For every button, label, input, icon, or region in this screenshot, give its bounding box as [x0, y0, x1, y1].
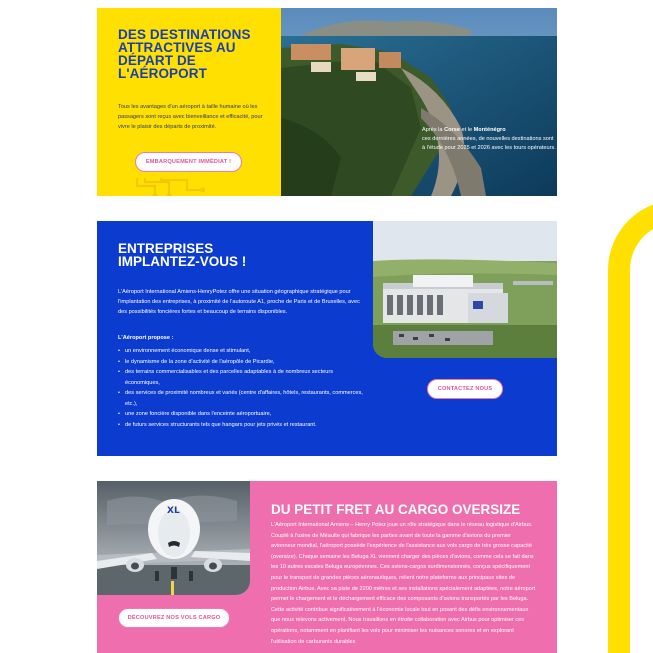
destinations-caption: Après la Corse et le Monténégro ces dernières années, de nouvelles destinations sont à l'étude pour 2025 et 2026 avec les tours opérateurs. — [422, 127, 556, 151]
list-item: • des services de proximité nombreux et variés (centre d'affaires, hôtels, restaurants, commerces, etc.), — [118, 388, 368, 409]
beluga-aircraft-image — [97, 481, 250, 595]
entreprises-intro: L'Aéroport International Amiens-HenryPotez offre une situation géographique stratégique pour l'implantation des entreprises, à proximité de l'autoroute A1, proche de Paris et de Bruxelles, avec des possibilités foncières fortes et beaucoup de terrains disponibles. — [118, 289, 360, 315]
decorative-yellow-arc — [608, 200, 653, 653]
circuit-decoration-icon — [135, 176, 205, 196]
list-item: • de futurs services structurants tels que hangars pour jets privés et restaurant. — [118, 420, 368, 431]
list-item: • un environnement économique dense et stimulant, — [118, 346, 368, 357]
destinations-panel — [97, 8, 281, 196]
list-item: • le dynamisme de la zone d'activité de l'aéropôle de Picardie, — [118, 357, 368, 368]
list-item: • des terrains commercialisables et des parcelles adaptables à de nombreux secteurs économiques, — [118, 367, 368, 388]
fret-section — [97, 481, 557, 653]
caption-place-corse: Corse — [444, 127, 460, 133]
coastal-town-photo — [281, 8, 557, 196]
beluga-aircraft-photo — [97, 481, 250, 595]
contactez-nous-button[interactable]: CONTACTEZ NOUS — [427, 379, 503, 399]
destinations-section — [97, 8, 557, 196]
list-item: • une zone foncière disponible dans l'enceinte aéroportuaire, — [118, 409, 368, 420]
entreprises-title: ENTREPRISES IMPLANTEZ-VOUS ! — [118, 241, 247, 269]
coastal-town-image — [281, 8, 557, 196]
entreprises-section — [97, 221, 557, 456]
vols-cargo-button[interactable]: DÉCOUVREZ NOS VOLS CARGO — [118, 608, 230, 628]
business-park-image — [373, 221, 557, 358]
fret-description: L'Aéroport International Amiens – Henry Potez joue un rôle stratégique dans le réseau logistique d'Airbus. Couplé à l'usine de Méaulte qui fabrique les parties avant de toute la gamme d'avions du premier avionneur mondial, l'aéroport possède l'expérience de l'assistance aux vols cargo de très grosse capacité (oversize). Chaque semaine les Beluga XL viennent charger des pièces d'avions, comme cela se fait dans les 10 autres escales Beluga européennes. Ces avions-cargos surdimensionnés, conçus spécifiquement pour le transport de grandes pièces aéronautiques, relient notre plateforme aux principaux sites de production Airbus. Avec sa piste de 2200 mètres et ses installations spécialement adaptées, notre aéroport permet le chargement et le déchargement efficace des composants d'avions transportés par les Beluga. Cette activité contribue significativement à l'économie locale tout en posant des défis environnementaux que nous relevons activement. Nous travaillons en étroite collaboration avec Airbus pour optimiser ces opérations, notamment en planifiant les vols pour minimiser les nuisances sonores et en explorant l'utilisation de carburants durables — [271, 522, 536, 645]
entreprises-list-title: L'Aéroport propose : — [118, 335, 174, 341]
entreprises-list — [118, 346, 368, 430]
fret-title: DU PETIT FRET AU CARGO OVERSIZE — [271, 502, 521, 517]
caption-place-montenegro: Monténégro — [473, 127, 506, 133]
svg-text:XL: XL — [167, 506, 180, 516]
business-park-photo — [373, 221, 557, 358]
destinations-title: DES DESTINATIONS ATTRACTIVES AU DÉPART DE L'AÉROPORT — [118, 27, 251, 81]
embarquement-button[interactable]: EMBARQUEMENT IMMÉDIAT ! — [135, 152, 242, 172]
destinations-description: Tous les avantages d'un aéroport à taille humaine où les passagers sont reçus avec bienveillance et efficacité, pour vivre le plaisir des départs de proximité. — [118, 104, 263, 130]
